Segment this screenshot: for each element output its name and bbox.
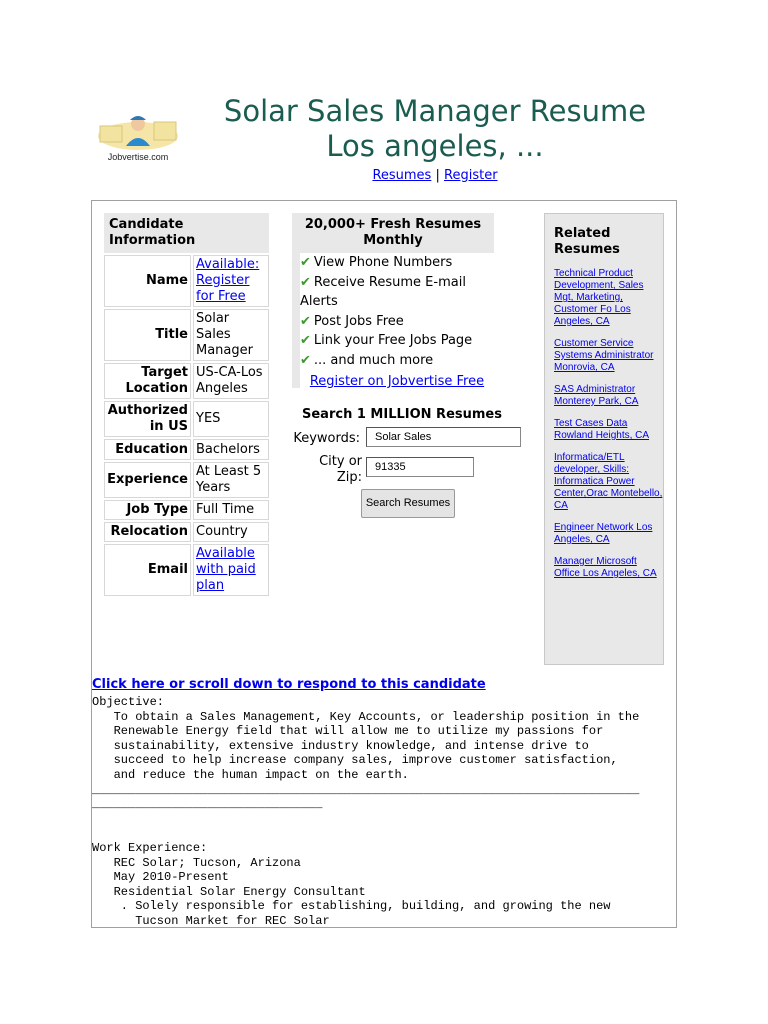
zip-label: City or Zip: [319, 454, 362, 485]
field-value: At Least 5 Years [193, 462, 269, 498]
feature-label: Post Jobs Free [313, 313, 404, 329]
list-item [554, 338, 663, 374]
field-value: YES [193, 401, 269, 437]
field-value: Solar Sales Manager [193, 309, 269, 361]
list-item [300, 331, 494, 351]
field-label: Name [104, 255, 191, 307]
list-item [554, 418, 663, 442]
register-jobvertise-link[interactable]: Register on Jobvertise Free [309, 374, 485, 389]
related-resume-link[interactable]: Technical Product Development, Sales Mgt, Marketing, Customer Fo Los Angeles, CA [554, 268, 644, 327]
header-links [200, 168, 670, 183]
field-label: Email [104, 544, 191, 596]
jobvertise-logo[interactable] [92, 112, 184, 166]
list-item [300, 253, 494, 273]
related-resume-link[interactable]: Test Cases Data Rowland Heights, CA [554, 418, 650, 441]
related-resume-link[interactable]: Informatica/ETL developer, Skills: Informatica Power Center,Orac Montebello, CA [554, 452, 663, 511]
check-icon: ✔ [300, 352, 311, 368]
promo-title: 20,000+ Fresh Resumes Monthly [304, 217, 482, 248]
check-icon: ✔ [300, 274, 311, 290]
field-label: Target Location [104, 363, 191, 399]
table-row [104, 363, 269, 399]
keywords-label: Keywords: [293, 431, 360, 446]
page-title [200, 94, 670, 164]
check-icon: ✔ [300, 333, 311, 348]
list-item [554, 522, 663, 546]
list-item [554, 268, 663, 328]
field-label: Job Type [104, 500, 191, 520]
field-label: Experience [104, 462, 191, 498]
feature-label: View Phone Numbers [313, 255, 453, 270]
candidate-info-header: Candidate Information [104, 213, 269, 253]
search-title: Search 1 MILLION Resumes [302, 407, 502, 422]
feature-label: Receive Resume E-mail Alerts [300, 274, 466, 309]
resumes-link[interactable]: Resumes [372, 168, 432, 183]
field-value: US-CA-Los Angeles [193, 363, 269, 399]
logo-text: Jobvertise.com [107, 152, 169, 162]
resume-frame [91, 200, 677, 928]
field-label: Education [104, 439, 191, 460]
list-item [554, 556, 663, 580]
name-register-link[interactable]: Available: Register for Free [196, 257, 260, 304]
promo-link-row [300, 370, 494, 395]
candidate-info-table [102, 253, 271, 598]
table-row [104, 309, 269, 361]
list-item [300, 273, 494, 312]
zip-input[interactable]: 91335 [366, 457, 474, 477]
table-row [104, 500, 269, 520]
field-label: Authorized in US [104, 401, 191, 437]
keywords-input[interactable]: Solar Sales [366, 427, 521, 447]
field-label: Title [104, 309, 191, 361]
page-title-line-2: Los angeles, ... [326, 129, 544, 163]
field-value: Bachelors [193, 439, 269, 460]
related-resume-link[interactable]: Engineer Network Los Angeles, CA [554, 522, 653, 545]
related-resume-link[interactable]: Customer Service Systems Administrator Monrovia, CA [554, 338, 654, 373]
table-row [104, 255, 269, 307]
related-resume-link[interactable]: SAS Administrator Monterey Park, CA [554, 384, 639, 407]
check-icon: ✔ [300, 313, 311, 329]
resume-body-text: Objective: To obtain a Sales Management, Key Accounts, or leadership position in the Renewable Energy field that will allow me to utilize my passions for sustainability, extensive industry knowledge, and intense drive to succeed to help increase company sales, improve customer satisfaction, and reduce the human impact on the earth. ____________________________________________________________________________ ________________________________ Work Experience: REC Solar; Tucson, Arizona May 2010-Present Residential Solar Energy Consultant . Solely responsible for establishing, building, and growing the new Tucson Market for REC Solar [92, 695, 640, 928]
candidate-info-panel [104, 213, 269, 598]
link-separator: | [435, 168, 440, 183]
table-row [104, 401, 269, 437]
field-label: Relocation [104, 522, 191, 542]
page-title-line-1: Solar Sales Manager Resume [223, 94, 647, 128]
field-value: Full Time [193, 500, 269, 520]
related-resumes-panel [544, 213, 664, 665]
field-value [193, 255, 269, 307]
related-resume-link[interactable]: Manager Microsoft Office Los Angeles, CA [554, 556, 657, 579]
feature-label: ... and much more [313, 352, 434, 368]
list-item [300, 312, 494, 332]
field-value [193, 544, 269, 596]
table-row [104, 462, 269, 498]
register-link[interactable]: Register [444, 168, 498, 183]
related-resumes-list [554, 268, 663, 580]
check-icon: ✔ [300, 255, 311, 270]
related-resumes-title: Related Resumes [554, 226, 620, 257]
promo-feature-list [300, 253, 494, 370]
search-resumes-button[interactable]: Search Resumes [361, 489, 455, 518]
respond-to-candidate-link[interactable]: Click here or scroll down to respond to this candidate [92, 677, 486, 692]
table-row [104, 544, 269, 596]
logo-mascot-icon [92, 112, 184, 154]
feature-label: Link your Free Jobs Page [313, 333, 473, 348]
list-item [554, 384, 663, 408]
table-row [104, 522, 269, 542]
list-item [554, 452, 663, 512]
list-item [300, 351, 494, 371]
fresh-resumes-promo [292, 213, 494, 388]
email-paid-plan-link[interactable]: Available with paid plan [196, 546, 256, 593]
table-row [104, 439, 269, 460]
field-value: Country [193, 522, 269, 542]
